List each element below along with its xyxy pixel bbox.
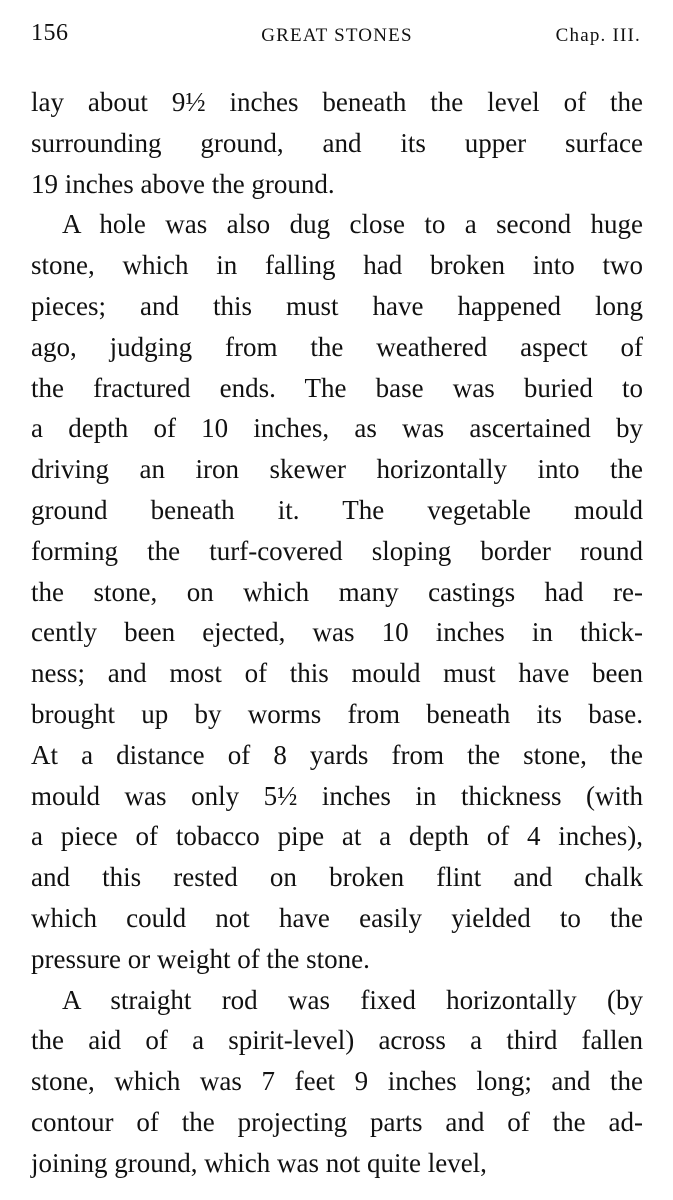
text-line: a depth of 10 inches, as was ascertained by xyxy=(31,413,643,444)
text-line: the fractured ends. The base was buried to xyxy=(31,372,643,403)
text-line: lay about 9½ inches beneath the level of the xyxy=(31,87,643,117)
text-line: and this rested on broken flint and chalk xyxy=(31,862,643,893)
text-line: ness; and most of this mould must have been xyxy=(31,658,643,689)
text-line: a piece of tobacco pipe at a depth of 4 inches), xyxy=(31,821,643,852)
text-line: ago, judging from the weathered aspect of xyxy=(31,331,643,362)
text-line: stone, which in falling had broken into two xyxy=(31,250,643,281)
text-line: which could not have easily yielded to the xyxy=(31,902,643,933)
running-head xyxy=(31,20,643,54)
body-text xyxy=(31,82,643,1184)
text-line: stone, which was 7 feet 9 inches long; and the xyxy=(31,1066,643,1097)
text-line: joining ground, which was not quite level, xyxy=(31,1147,487,1178)
text-line: contour of the projecting parts and of the ad- xyxy=(31,1106,643,1137)
text-line: 19 inches above the ground. xyxy=(31,168,335,199)
text-line: pressure or weight of the stone. xyxy=(31,943,370,974)
text-line: the aid of a spirit-level) across a third fallen xyxy=(31,1025,643,1056)
page-number: 156 xyxy=(31,20,69,46)
text-line: mould was only 5½ inches in thickness (with xyxy=(31,780,643,811)
paragraph xyxy=(31,980,643,1184)
chapter-label: Chap. III. xyxy=(555,25,641,46)
paragraph xyxy=(31,82,643,204)
text-line: brought up by worms from beneath its base. xyxy=(31,698,643,729)
text-line: pieces; and this must have happened long xyxy=(31,290,643,321)
text-line: driving an iron skewer horizontally into the xyxy=(31,454,643,485)
paragraph xyxy=(31,204,643,979)
text-line: At a distance of 8 yards from the stone, the xyxy=(31,739,643,770)
text-line: A straight rod was fixed horizontally (by xyxy=(62,984,643,1015)
running-title: GREAT STONES xyxy=(261,25,413,46)
text-line: cently been ejected, was 10 inches in thick- xyxy=(31,617,643,648)
text-line: forming the turf-covered sloping border round xyxy=(31,535,643,566)
text-line: A hole was also dug close to a second huge xyxy=(62,209,643,240)
text-line: surrounding ground, and its upper surface xyxy=(31,127,643,158)
text-line: ground beneath it. The vegetable mould xyxy=(31,494,643,525)
text-line: the stone, on which many castings had re- xyxy=(31,576,643,607)
